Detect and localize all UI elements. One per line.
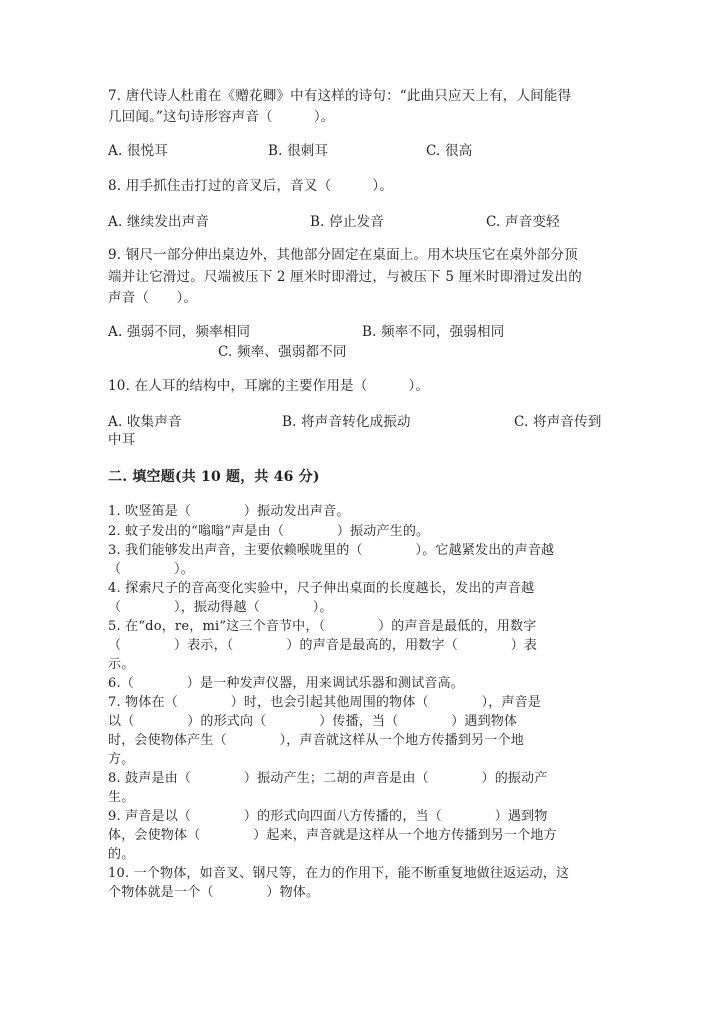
fill-line: 的。	[108, 847, 135, 862]
question-9-option-c: C. 频率、强弱都不同	[218, 344, 347, 360]
fill-line: 9. 声音是以（ ）的形式向四面八方传播的，当（ ）遇到物	[108, 809, 548, 824]
fill-line: 6.（ ）是一种发声仪器，用来调试乐器和测试音高。	[108, 676, 465, 691]
question-10-option-c: C. 将声音传到	[514, 414, 602, 430]
fill-line: 10. 一个物体，如音叉、钢尺等，在力的作用下，能不断重复地做往返运动，这	[108, 866, 570, 881]
question-9-line-3: 声音（ ）。	[108, 290, 198, 306]
question-10-option-c-wrap: 中耳	[108, 432, 136, 448]
question-8-option-b: B. 停止发音	[310, 214, 384, 230]
fill-line: 以（ ）的形式向（ ）传播，当（ ）遇到物体	[108, 714, 518, 729]
question-7-line-1: 7. 唐代诗人杜甫在《赠花卿》中有这样的诗句：“此曲只应天上有，人间能得	[108, 88, 572, 104]
question-8-option-a: A. 继续发出声音	[108, 214, 210, 230]
fill-line: 5. 在“do，re，mi”这三个音节中，（ ）的声音是最低的，用数字	[108, 619, 537, 634]
question-7-option-a: A. 很悦耳	[108, 143, 169, 159]
question-9-option-a: A. 强弱不同，频率相同	[108, 324, 251, 340]
fill-line: （ ）表示，（ ）的声音是最高的，用数字（ ）表	[108, 638, 538, 653]
question-8-line-1: 8. 用手抓住击打过的音叉后，音叉（ ）。	[108, 178, 394, 194]
question-7-option-c: C. 很高	[426, 143, 473, 159]
question-9-line-1: 9. 钢尺一部分伸出桌边外，其他部分固定在桌面上。用木块压它在桌外部分顶	[108, 247, 578, 263]
question-7-line-2: 几回闻。”这句诗形容声音（ ）。	[108, 109, 335, 125]
fill-line: 2. 蚊子发出的“嗡嗡”声是由（ ）振动产生的。	[108, 524, 430, 539]
fill-line: 1. 吹竖笛是（ ）振动发出声音。	[108, 504, 350, 519]
fill-line: 时，会使物体产生（ ），声音就这样从一个地方传播到另一个地	[108, 733, 524, 748]
fill-line: 示。	[108, 657, 135, 672]
question-7-option-b: B. 很刺耳	[268, 143, 329, 159]
fill-line: 体，会使物体（ ）起来，声音就是这样从一个地方传播到另一个地方	[108, 828, 557, 843]
question-10-option-b: B. 将声音转化成振动	[282, 414, 411, 430]
fill-line: 生。	[108, 790, 135, 805]
fill-line: （ ）。	[108, 562, 194, 577]
question-10-line-1: 10. 在人耳的结构中，耳廓的主要作用是（ ）。	[108, 378, 430, 394]
fill-line: 4. 探索尺子的音高变化实验中，尺子伸出桌面的长度越长，发出的声音越	[108, 581, 535, 596]
question-9-option-b: B. 频率不同，强弱相同	[362, 324, 505, 340]
question-9-line-2: 端并让它滑过。尺端被压下 2 厘米时即滑过，与被压下 5 厘米时即滑过发出的	[108, 269, 582, 285]
fill-line: 方。	[108, 752, 135, 767]
question-10-option-a: A. 收集声音	[108, 414, 182, 430]
fill-line: （ ），振动得越（ ）。	[108, 600, 333, 615]
section-title: 二. 填空题(共 10 题，共 46 分)	[108, 469, 320, 485]
fill-line: 个物体就是一个（ ）物体。	[108, 885, 320, 900]
fill-line: 8. 鼓声是由（ ）振动产生；二胡的声音是由（ ）的振动产	[108, 771, 548, 786]
question-8-option-c: C. 声音变轻	[486, 214, 560, 230]
fill-line: 7. 物体在（ ）时，也会引起其他周围的物体（ ），声音是	[108, 695, 542, 710]
fill-line: 3. 我们能够发出声音，主要依赖喉咙里的（ ）。它越紧发出的声音越	[108, 543, 555, 558]
